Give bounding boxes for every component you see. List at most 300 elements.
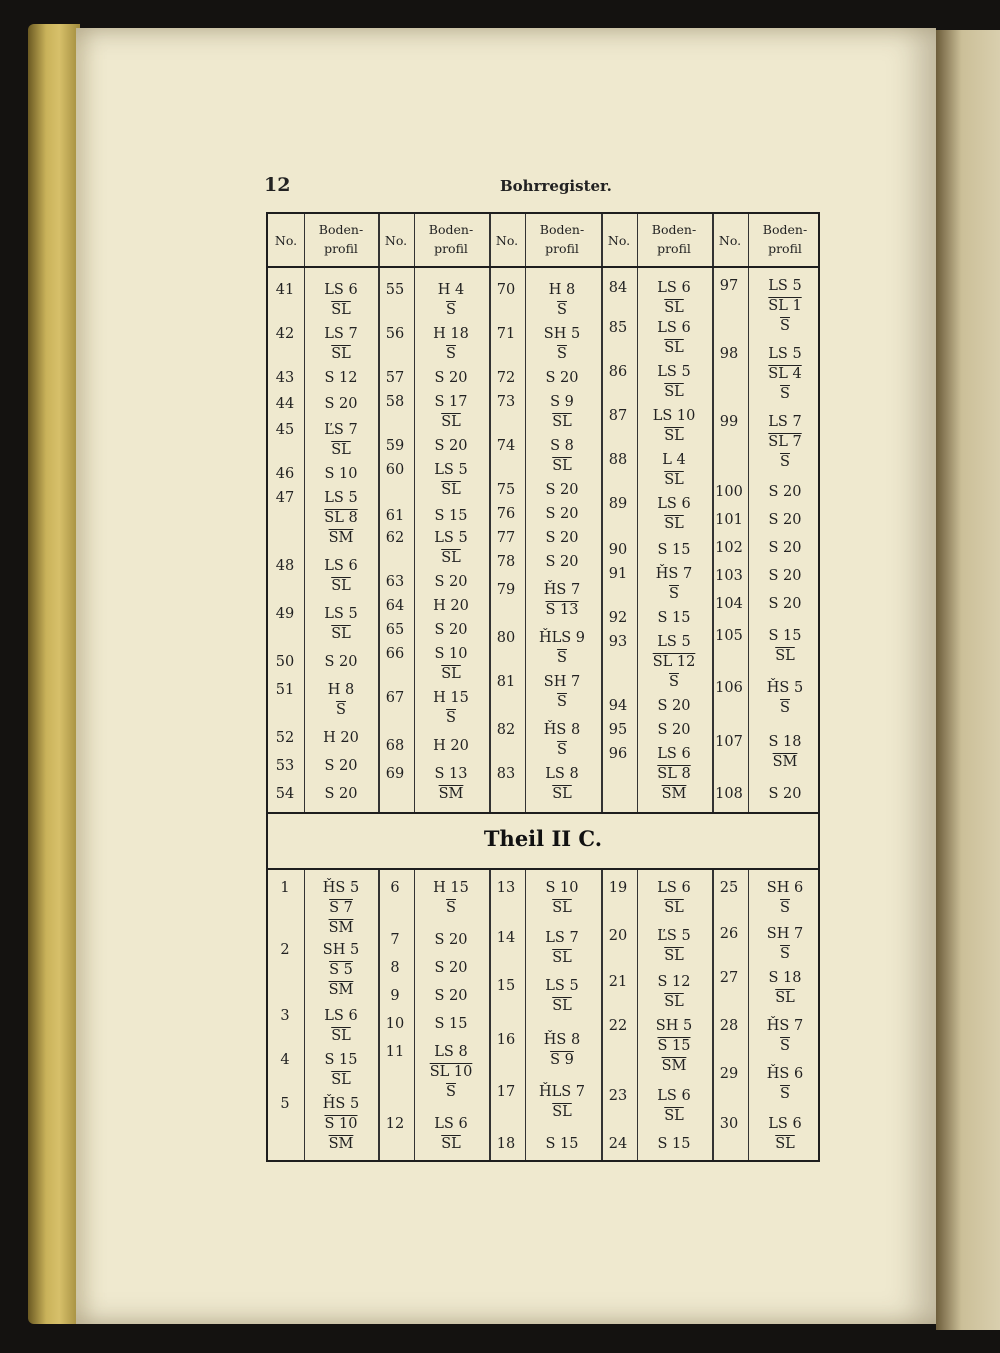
- borehole-number: 105: [715, 628, 743, 644]
- soil-layer: ȞS 7: [655, 566, 693, 582]
- borehole-number: 81: [496, 674, 516, 690]
- borehole-number: 48: [275, 558, 295, 574]
- soil-layer: LS 7: [545, 930, 579, 946]
- soil-layer: LS 8: [434, 1044, 468, 1060]
- soil-layer: $\overline{SM}$: [328, 920, 354, 936]
- column-rule: [601, 870, 603, 1160]
- borehole-number: 54: [275, 786, 295, 802]
- borehole-number: 82: [496, 722, 516, 738]
- soil-layer: $\overline{SL}$: [331, 302, 351, 318]
- soil-layer: S 20: [545, 506, 579, 522]
- soil-layer: S 10: [434, 646, 468, 662]
- borehole-number: 43: [275, 370, 295, 386]
- borehole-number: 86: [608, 364, 628, 380]
- soil-layer: S 20: [545, 482, 579, 498]
- soil-layer: $\overline{S}$: [780, 454, 790, 470]
- soil-profile: [748, 510, 822, 530]
- borehole-number: 22: [608, 1018, 628, 1034]
- soil-layer: LS 5: [434, 530, 468, 546]
- soil-profile: [304, 728, 378, 748]
- borehole-number: 27: [719, 970, 739, 986]
- soil-profile: [637, 278, 711, 318]
- soil-layer: $\overline{SL}$: [664, 384, 684, 400]
- soil-profile: [304, 604, 378, 644]
- soil-layer: $\overline{SL}$: [664, 900, 684, 916]
- soil-profile: [637, 878, 711, 918]
- soil-profile: [637, 608, 711, 628]
- soil-profile: [304, 464, 378, 484]
- soil-layer: S 15: [768, 628, 802, 644]
- soil-profile: [304, 784, 378, 804]
- soil-profile: [414, 1042, 488, 1102]
- soil-layer: LS 7: [324, 326, 358, 342]
- soil-layer: LS 5: [545, 978, 579, 994]
- borehole-number: 3: [280, 1008, 290, 1024]
- soil-layer: S 20: [434, 370, 468, 386]
- soil-profile: [525, 324, 599, 364]
- soil-profile: [748, 1064, 822, 1104]
- borehole-number: 19: [608, 880, 628, 896]
- borehole-number: 88: [608, 452, 628, 468]
- soil-layer: LS 6: [434, 1116, 468, 1132]
- borehole-number: 26: [719, 926, 739, 942]
- soil-layer: ȞS 5: [766, 680, 804, 696]
- soil-layer: S 9: [550, 1052, 574, 1068]
- borehole-number: 79: [496, 582, 516, 598]
- soil-profile: [525, 480, 599, 500]
- soil-layer: $\overline{SL}$: [552, 414, 572, 430]
- soil-profile: [637, 564, 711, 604]
- borehole-number: 16: [496, 1032, 516, 1048]
- borehole-number: 77: [496, 530, 516, 546]
- soil-layer: SL 12: [652, 654, 696, 670]
- row-rule: [268, 868, 818, 870]
- soil-layer: $\overline{SL}$: [552, 1104, 572, 1120]
- soil-layer: S 20: [657, 722, 691, 738]
- soil-profile: [748, 276, 822, 336]
- soil-profile: [525, 368, 599, 388]
- borehole-number: 42: [275, 326, 295, 342]
- soil-profile: [637, 494, 711, 534]
- borehole-number: 94: [608, 698, 628, 714]
- soil-layer: SH 7: [543, 674, 581, 690]
- soil-profile: [525, 528, 599, 548]
- soil-layer: $\overline{S}$: [780, 946, 790, 962]
- soil-layer: S 15: [657, 610, 691, 626]
- borehole-number: 7: [390, 932, 400, 948]
- soil-layer: $\overline{SL}$: [331, 626, 351, 642]
- borehole-number: 6: [390, 880, 400, 896]
- soil-layer: S 18: [768, 734, 802, 750]
- borehole-number: 84: [608, 280, 628, 296]
- soil-layer: $\overline{S}$: [669, 674, 679, 690]
- soil-layer: LS 5: [657, 634, 691, 650]
- borehole-number: 5: [280, 1096, 290, 1112]
- borehole-number: 103: [715, 568, 743, 584]
- soil-profile: [304, 1050, 378, 1090]
- soil-layer: $\overline{SL}$: [664, 948, 684, 964]
- borehole-number: 97: [719, 278, 739, 294]
- facing-page-edge: [936, 30, 1000, 1330]
- soil-layer: $\overline{SL}$: [664, 340, 684, 356]
- soil-profile: [304, 680, 378, 720]
- soil-layer: S 20: [768, 512, 802, 528]
- header-no: No.: [274, 233, 298, 248]
- soil-profile: [748, 678, 822, 718]
- borehole-number: 62: [385, 530, 405, 546]
- soil-profile: [748, 878, 822, 918]
- header-bodenprofil: Boden- profil: [651, 222, 697, 256]
- soil-profile: [637, 744, 711, 804]
- borehole-number: 91: [608, 566, 628, 582]
- soil-profile: [748, 1114, 822, 1154]
- soil-layer: LS 6: [657, 746, 691, 762]
- soil-profile: [525, 976, 599, 1016]
- soil-layer: $\overline{SL}$: [441, 550, 461, 566]
- soil-layer: $\overline{SL}$: [441, 414, 461, 430]
- soil-profile: [748, 412, 822, 472]
- borehole-number: 78: [496, 554, 516, 570]
- soil-layer: $\overline{SL}$: [552, 900, 572, 916]
- soil-profile: [304, 324, 378, 364]
- soil-profile: [637, 1134, 711, 1154]
- soil-layer: S 12: [657, 974, 691, 990]
- soil-profile: [414, 596, 488, 616]
- soil-profile: [414, 280, 488, 320]
- borehole-number: 83: [496, 766, 516, 782]
- borehole-number: 1: [280, 880, 290, 896]
- soil-profile: [414, 436, 488, 456]
- borehole-number: 73: [496, 394, 516, 410]
- borehole-number: 51: [275, 682, 295, 698]
- soil-profile: [637, 972, 711, 1012]
- soil-profile: [525, 392, 599, 432]
- column-rule: [489, 870, 491, 1160]
- borehole-number: 100: [715, 484, 743, 500]
- header-bodenprofil: Boden- profil: [539, 222, 585, 256]
- soil-profile: [304, 394, 378, 414]
- soil-profile: [637, 1016, 711, 1076]
- soil-profile: [304, 756, 378, 776]
- borehole-number: 57: [385, 370, 405, 386]
- header-bodenprofil: Boden- profil: [318, 222, 364, 256]
- soil-layer: S 20: [768, 568, 802, 584]
- borehole-number: 59: [385, 438, 405, 454]
- soil-layer: LS 6: [768, 1116, 802, 1132]
- borehole-number: 106: [715, 680, 743, 696]
- soil-profile: [304, 420, 378, 460]
- soil-layer: $\overline{S}$: [780, 700, 790, 716]
- soil-layer: L 4: [662, 452, 686, 468]
- soil-profile: [637, 696, 711, 716]
- borehole-number: 90: [608, 542, 628, 558]
- soil-layer: ȞS 7: [766, 1018, 804, 1034]
- soil-layer: S 20: [434, 574, 468, 590]
- borehole-number: 72: [496, 370, 516, 386]
- soil-layer: SL 7: [768, 434, 802, 450]
- soil-layer: S 20: [324, 396, 358, 412]
- soil-layer: $\overline{SL}$: [331, 346, 351, 362]
- soil-layer: S 15: [657, 542, 691, 558]
- borehole-number: 29: [719, 1066, 739, 1082]
- soil-layer: S 15: [434, 1016, 468, 1032]
- borehole-number: 46: [275, 466, 295, 482]
- soil-layer: S 20: [434, 622, 468, 638]
- soil-layer: $\overline{SL}$: [552, 458, 572, 474]
- soil-layer: ȞS 5: [322, 1096, 360, 1112]
- soil-profile: [637, 450, 711, 490]
- soil-layer: $\overline{S}$: [780, 318, 790, 334]
- soil-layer: ȞS 7: [543, 582, 581, 598]
- borehole-number: 95: [608, 722, 628, 738]
- soil-profile: [304, 1006, 378, 1046]
- borehole-number: 21: [608, 974, 628, 990]
- soil-layer: H 4: [437, 282, 465, 298]
- soil-layer: $\overline{S}$: [557, 742, 567, 758]
- soil-layer: $\overline{SL}$: [331, 1028, 351, 1044]
- borehole-number: 71: [496, 326, 516, 342]
- soil-layer: S 20: [545, 530, 579, 546]
- soil-layer: S 8: [550, 438, 574, 454]
- borehole-number: 49: [275, 606, 295, 622]
- soil-profile: [414, 392, 488, 432]
- soil-layer: S 20: [545, 370, 579, 386]
- soil-profile: [304, 940, 378, 1000]
- soil-profile: [748, 594, 822, 614]
- soil-layer: $\overline{SM}$: [438, 786, 464, 802]
- borehole-number: 108: [715, 786, 743, 802]
- borehole-number: 8: [390, 960, 400, 976]
- soil-layer: ȞS 8: [543, 1032, 581, 1048]
- soil-layer: $\overline{SL}$: [331, 442, 351, 458]
- soil-layer: LS 10: [652, 408, 696, 424]
- borehole-number: 44: [275, 396, 295, 412]
- borehole-number: 53: [275, 758, 295, 774]
- soil-layer: SL 8: [657, 766, 691, 782]
- soil-layer: LS 6: [324, 282, 358, 298]
- soil-profile: [414, 736, 488, 756]
- soil-layer: LS 5: [324, 490, 358, 506]
- soil-profile: [525, 1030, 599, 1070]
- soil-profile: [414, 460, 488, 500]
- soil-profile: [414, 572, 488, 592]
- soil-profile: [525, 436, 599, 476]
- soil-layer: LS 5: [434, 462, 468, 478]
- borehole-number: 76: [496, 506, 516, 522]
- soil-profile: [748, 784, 822, 804]
- soil-profile: [414, 506, 488, 526]
- soil-profile: [525, 672, 599, 712]
- soil-profile: [304, 878, 378, 938]
- soil-layer: S 20: [657, 698, 691, 714]
- soil-layer: SL 10: [429, 1064, 473, 1080]
- soil-layer: S 15: [545, 1136, 579, 1152]
- soil-profile: [748, 626, 822, 666]
- borehole-number: 2: [280, 942, 290, 958]
- soil-profile: [414, 878, 488, 918]
- borehole-number: 89: [608, 496, 628, 512]
- borehole-number: 98: [719, 346, 739, 362]
- soil-layer: $\overline{SL}$: [775, 1136, 795, 1152]
- soil-layer: $\overline{SL}$: [664, 994, 684, 1010]
- borehole-number: 92: [608, 610, 628, 626]
- soil-profile: [304, 556, 378, 596]
- borehole-number: 56: [385, 326, 405, 342]
- soil-layer: SH 5: [543, 326, 581, 342]
- soil-layer: $\overline{SL}$: [441, 1136, 461, 1152]
- soil-layer: LS 6: [657, 1088, 691, 1104]
- soil-profile: [525, 720, 599, 760]
- soil-profile: [637, 540, 711, 560]
- soil-layer: S 13: [434, 766, 468, 782]
- soil-profile: [525, 764, 599, 804]
- soil-layer: ȞS 8: [543, 722, 581, 738]
- soil-profile: [525, 1082, 599, 1122]
- soil-layer: $\overline{SL}$: [664, 300, 684, 316]
- borehole-number: 63: [385, 574, 405, 590]
- borehole-number: 60: [385, 462, 405, 478]
- soil-layer: SH 5: [322, 942, 360, 958]
- borehole-number: 24: [608, 1136, 628, 1152]
- borehole-number: 45: [275, 422, 295, 438]
- soil-profile: [525, 1134, 599, 1154]
- borehole-number: 70: [496, 282, 516, 298]
- soil-layer: $\overline{SL}$: [664, 1108, 684, 1124]
- soil-layer: $\overline{SL}$: [331, 1072, 351, 1088]
- borehole-number: 11: [385, 1044, 405, 1060]
- soil-layer: $\overline{SL}$: [441, 482, 461, 498]
- soil-profile: [414, 644, 488, 684]
- soil-layer: $\overline{SM}$: [661, 786, 687, 802]
- soil-layer: SL 8: [324, 510, 358, 526]
- borehole-number: 66: [385, 646, 405, 662]
- soil-layer: $\overline{S}$: [336, 702, 346, 718]
- soil-profile: [414, 1014, 488, 1034]
- borehole-number: 17: [496, 1084, 516, 1100]
- soil-layer: SL 1: [768, 298, 802, 314]
- soil-layer: LS 5: [768, 346, 802, 362]
- soil-profile: [637, 362, 711, 402]
- soil-layer: $\overline{SL}$: [331, 578, 351, 594]
- borehole-number: 96: [608, 746, 628, 762]
- soil-layer: S 20: [768, 596, 802, 612]
- soil-profile: [414, 986, 488, 1006]
- soil-layer: ȞS 5: [322, 880, 360, 896]
- soil-profile: [414, 368, 488, 388]
- soil-layer: S 17: [434, 394, 468, 410]
- borehole-number: 23: [608, 1088, 628, 1104]
- soil-layer: S 13: [545, 602, 579, 618]
- soil-layer: $\overline{SL}$: [552, 950, 572, 966]
- soil-layer: $\overline{SL}$: [664, 428, 684, 444]
- borehole-number: 58: [385, 394, 405, 410]
- soil-layer: LS 6: [324, 1008, 358, 1024]
- soil-layer: H 20: [323, 730, 359, 746]
- soil-profile: [637, 926, 711, 966]
- soil-layer: S 15: [657, 1136, 691, 1152]
- borehole-number: 102: [715, 540, 743, 556]
- borehole-number: 69: [385, 766, 405, 782]
- row-rule: [268, 812, 818, 814]
- row-rule: [268, 266, 818, 268]
- soil-profile: [304, 368, 378, 388]
- soil-layer: $\overline{SL}$: [775, 990, 795, 1006]
- soil-profile: [525, 928, 599, 968]
- soil-layer: $\overline{SM}$: [328, 1136, 354, 1152]
- borehole-number: 10: [385, 1016, 405, 1032]
- borehole-number: 68: [385, 738, 405, 754]
- soil-layer: S 15: [434, 508, 468, 524]
- borehole-number: 25: [719, 880, 739, 896]
- soil-layer: ȞLS 9: [538, 630, 586, 646]
- soil-layer: $\overline{SL}$: [552, 998, 572, 1014]
- soil-layer: SH 6: [766, 880, 804, 896]
- header-no: No.: [495, 233, 519, 248]
- soil-profile: [304, 652, 378, 672]
- soil-layer: S 9: [550, 394, 574, 410]
- page-edge: [28, 24, 80, 1324]
- soil-layer: $\overline{S}$: [446, 346, 456, 362]
- borehole-number: 87: [608, 408, 628, 424]
- borehole-number: 65: [385, 622, 405, 638]
- soil-layer: $\overline{S}$: [780, 900, 790, 916]
- borehole-number: 14: [496, 930, 516, 946]
- header-no: No.: [607, 233, 631, 248]
- borehole-number: 104: [715, 596, 743, 612]
- soil-profile: [748, 344, 822, 404]
- section-title: Theil II C.: [483, 826, 603, 851]
- soil-layer: $\overline{S}$: [446, 1084, 456, 1100]
- borehole-number: 41: [275, 282, 295, 298]
- soil-layer: $\overline{S}$: [557, 694, 567, 710]
- soil-layer: $\overline{SM}$: [661, 1058, 687, 1074]
- borehole-number: 15: [496, 978, 516, 994]
- soil-layer: LS 6: [657, 496, 691, 512]
- soil-layer: $\overline{SL}$: [441, 666, 461, 682]
- soil-profile: [748, 482, 822, 502]
- soil-layer: $\overline{SL}$: [552, 786, 572, 802]
- soil-layer: $\overline{S}$: [780, 1086, 790, 1102]
- soil-layer: LS 6: [657, 880, 691, 896]
- borehole-number: 101: [715, 512, 743, 528]
- soil-layer: LS 5: [324, 606, 358, 622]
- soil-layer: S 20: [768, 540, 802, 556]
- soil-layer: LS 8: [545, 766, 579, 782]
- soil-layer: LS 5: [768, 278, 802, 294]
- borehole-number: 85: [608, 320, 628, 336]
- soil-layer: $\overline{S}$: [446, 900, 456, 916]
- soil-profile: [525, 580, 599, 620]
- soil-layer: LS 7: [768, 414, 802, 430]
- soil-layer: $\overline{SM}$: [772, 754, 798, 770]
- borehole-number: 99: [719, 414, 739, 430]
- soil-profile: [525, 552, 599, 572]
- soil-layer: H 20: [433, 738, 469, 754]
- soil-layer: S 20: [545, 554, 579, 570]
- borehole-number: 18: [496, 1136, 516, 1152]
- soil-profile: [525, 878, 599, 918]
- soil-layer: S 7: [329, 900, 353, 916]
- borehole-number: 64: [385, 598, 405, 614]
- soil-layer: LS 6: [657, 280, 691, 296]
- soil-profile: [304, 1094, 378, 1154]
- soil-layer: H 18: [433, 326, 469, 342]
- borehole-number: 13: [496, 880, 516, 896]
- soil-layer: S 20: [324, 786, 358, 802]
- soil-layer: $\overline{S}$: [557, 346, 567, 362]
- soil-layer: H 15: [433, 880, 469, 896]
- soil-layer: S 10: [324, 466, 358, 482]
